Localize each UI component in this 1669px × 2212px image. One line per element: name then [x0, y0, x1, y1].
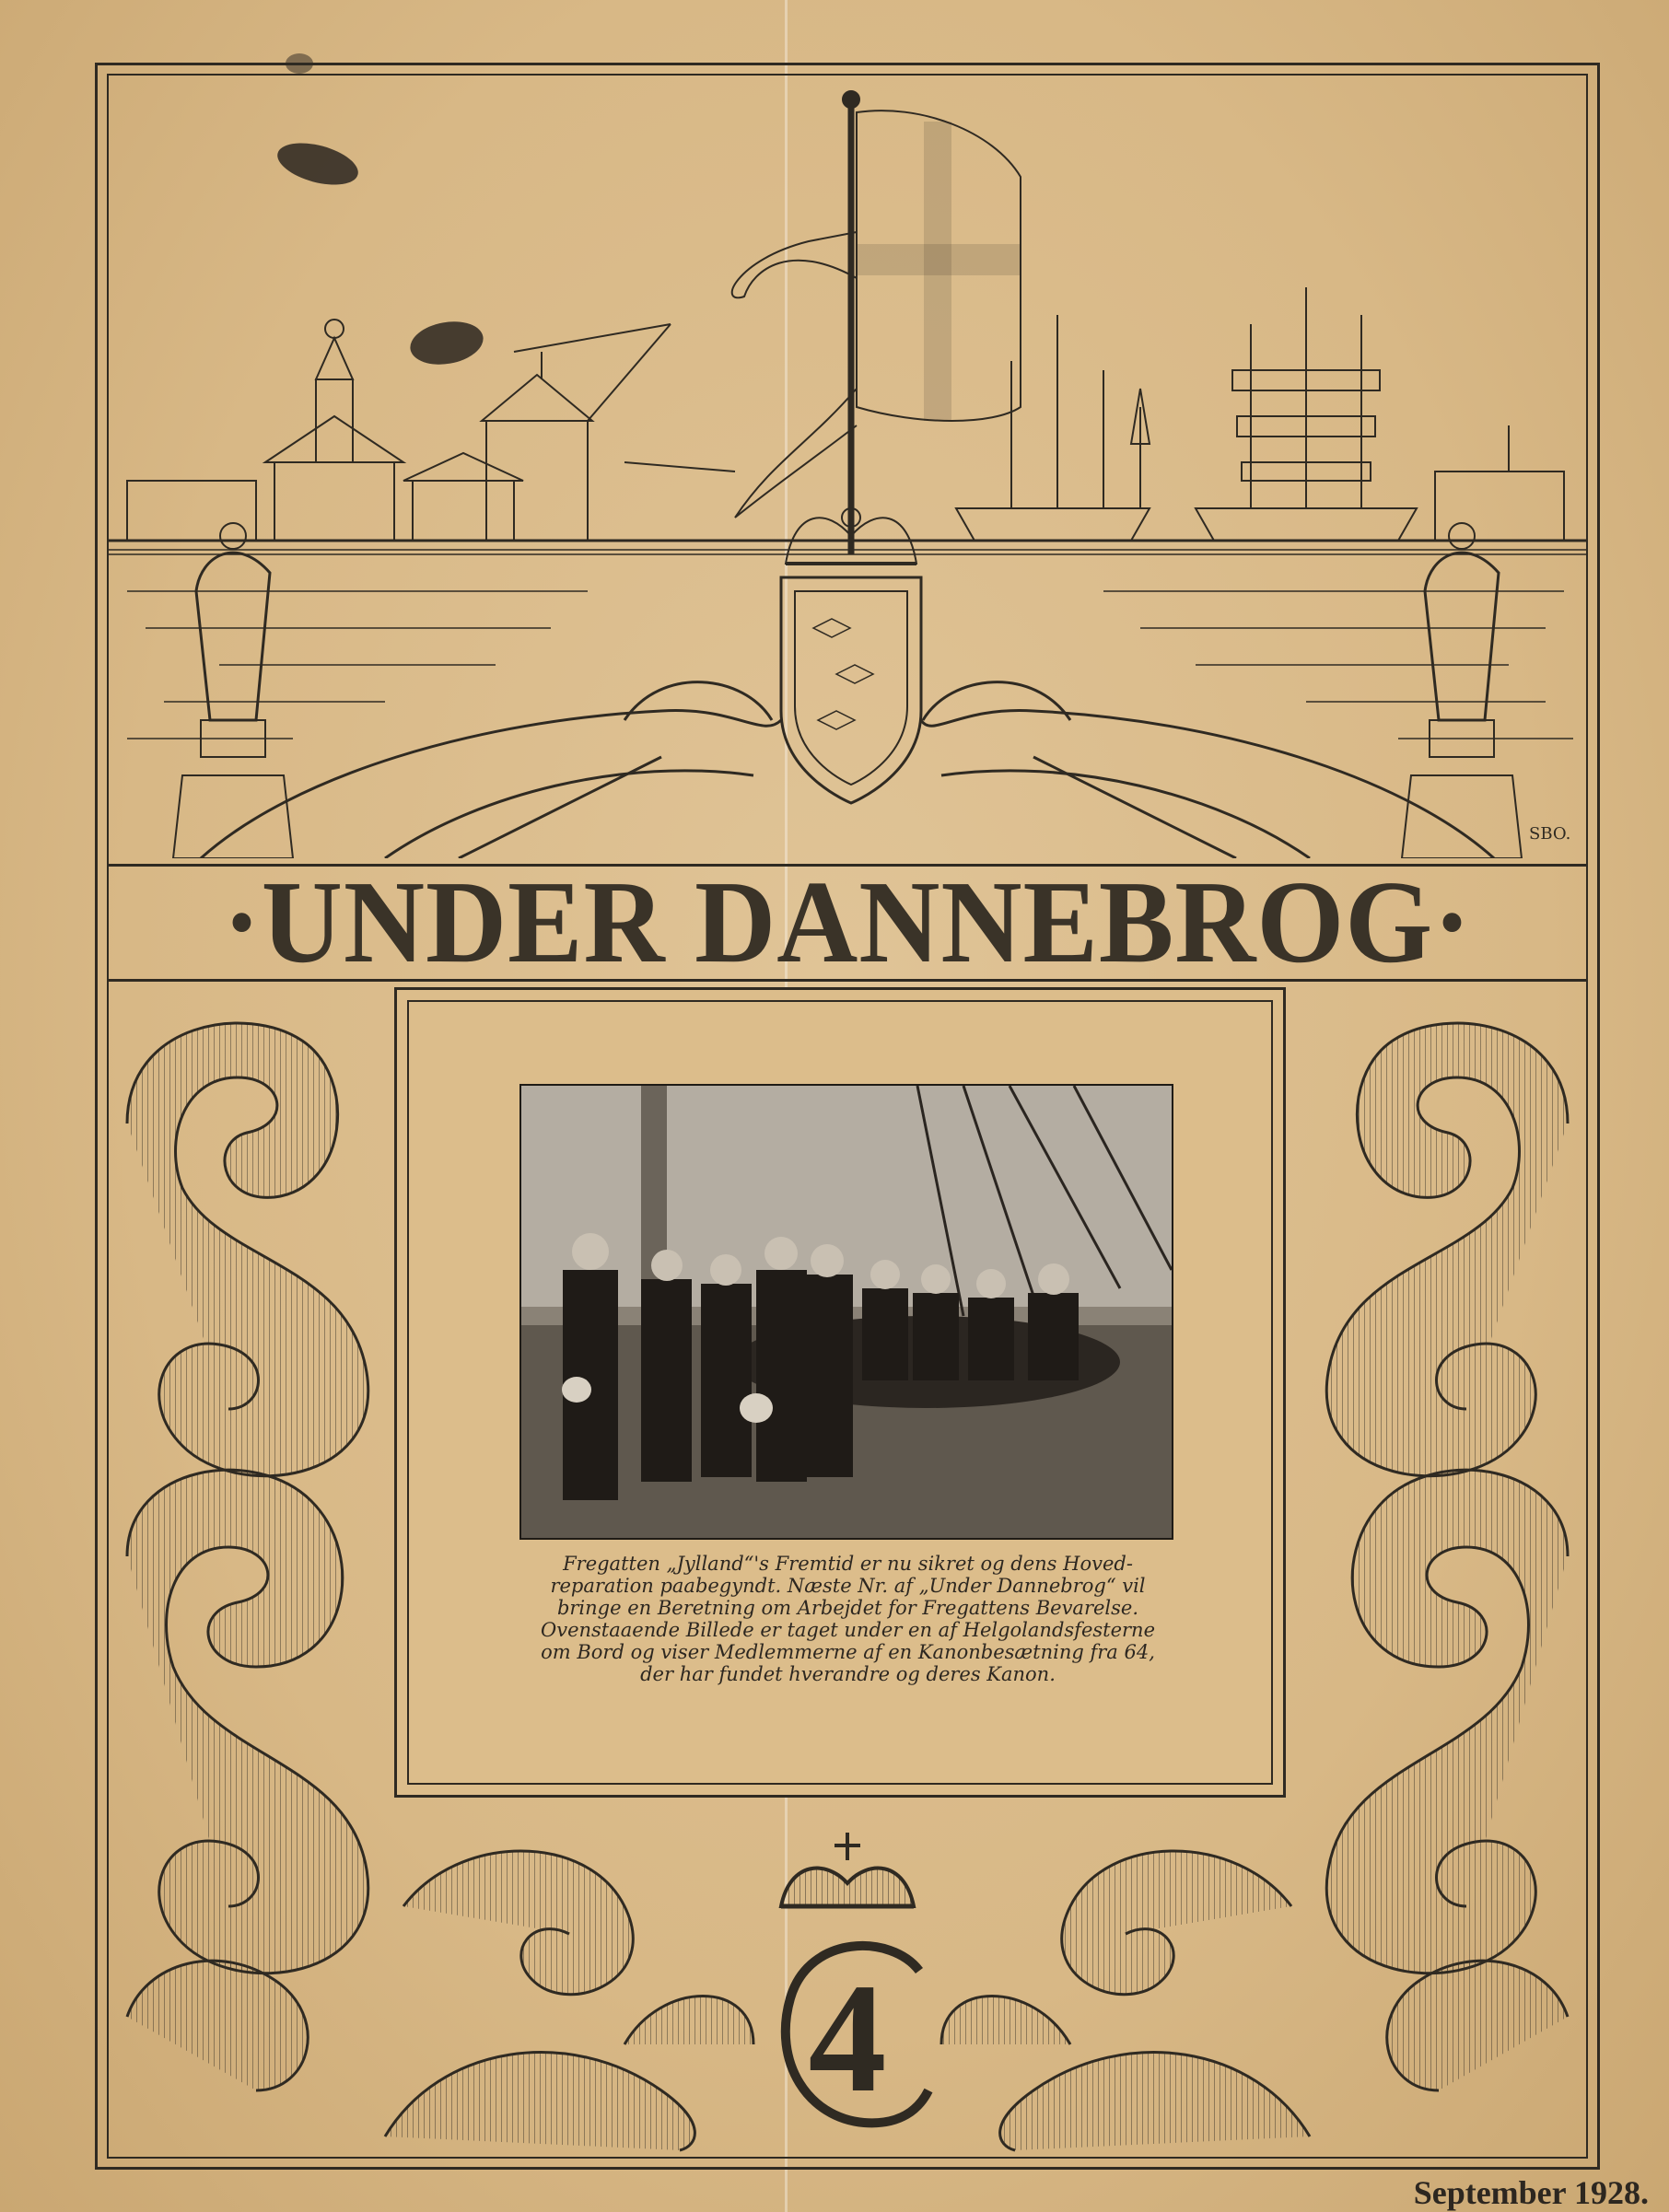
- monogram-numeral: 4: [808, 1951, 887, 2125]
- right-scroll-column: [1326, 1023, 1568, 2090]
- artist-signature: SBO.: [1529, 824, 1571, 844]
- coat-of-arms-icon: [781, 577, 921, 803]
- crew-photo-svg: [521, 1086, 1172, 1538]
- masthead-band: [107, 856, 1588, 988]
- harbour-scene-svg: [109, 76, 1586, 858]
- issue-date: September 1928.: [1413, 2174, 1649, 2211]
- left-scroll-column: [127, 1023, 368, 2090]
- bow-scrollwork: [201, 682, 1494, 858]
- sailing-ships: [956, 287, 1564, 541]
- crew-photograph: [519, 1084, 1173, 1540]
- harbour-illustration: [109, 76, 1586, 858]
- left-town-buildings: [127, 320, 735, 541]
- danish-flag-icon: [732, 91, 1021, 554]
- photo-caption: Fregatten „Jylland“'s Fremtid er nu sikret og dens Hoved- reparation paabegyndt. Næste Nr. af „Under Dannebrog“ vil bringe en Beretning om Arbejdet for Fregattens Bevarelse. Ovenstaaende Billede er taget under en af Helgolandsfesterne om Bord og viser Medlemmerne af en Kanonbesætning fra 64, der har fundet hverandre og deres Kanon.: [540, 1553, 1156, 1685]
- c4-monogram-icon: [781, 1833, 928, 2125]
- masthead-title: ·UNDER DANNEBROG·: [223, 856, 1472, 988]
- water-lines: [109, 554, 1586, 739]
